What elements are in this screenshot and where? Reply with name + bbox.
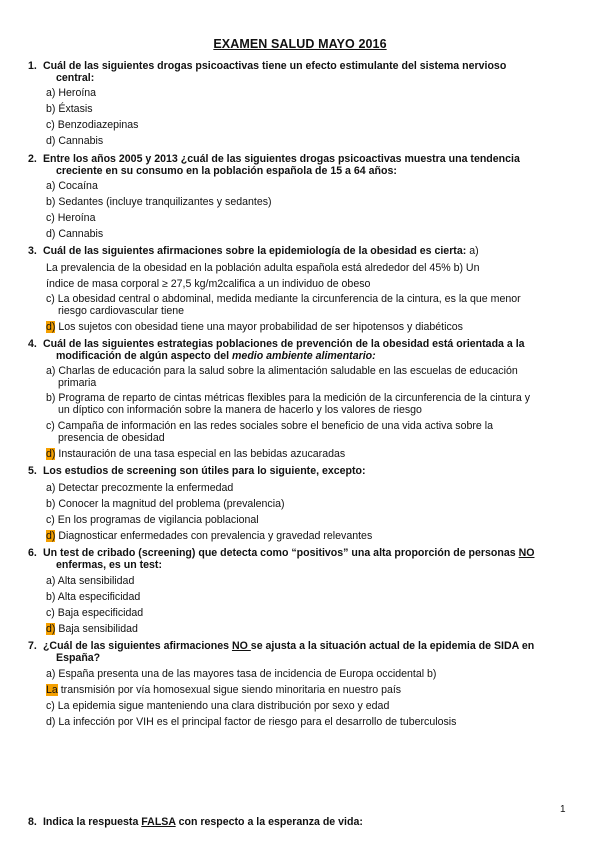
underlined-falsa: FALSA	[141, 816, 176, 828]
q2-option-c: c) Heroína	[46, 212, 96, 224]
q4-option-b: b) Programa de reparto de cintas métricas flexibles para la medición de la circunferencia de la cintura y un díptico con información sobre la manera de hacerlo y los valores de riesgo	[46, 392, 531, 416]
q1-option-c: c) Benzodiazepinas	[46, 119, 139, 131]
question-number: 1.	[28, 60, 37, 72]
q2-option-b: b) Sedantes (incluye tranquilizantes y sedantes)	[46, 196, 272, 208]
q6-option-c: c) Baja especificidad	[46, 607, 144, 619]
q3-option-a-line: La prevalencia de la obesidad en la población adulta española está alrededor del 45% b) Un	[46, 262, 480, 274]
question-text: Los estudios de screening son útiles para lo siguiente, excepto:	[42, 465, 366, 477]
page-title: EXAMEN SALUD MAYO 2016	[213, 37, 387, 51]
q7-option-d: d) La infección por VIH es el principal factor de riesgo para el desarrollo de tuberculosis	[46, 716, 457, 728]
question-text-continued: creciente en su consumo en la población española de 15 a 64 años:	[56, 164, 397, 177]
question-text-continued: central:	[56, 71, 95, 84]
q4-option-d: d) Instauración de una tasa especial en las bebidas azucaradas	[46, 448, 346, 460]
q3-option-c: c) La obesidad central o abdominal, medida mediante la circunferencia de la cintura, es la que menor riesgo cardiovascular tiene	[46, 293, 521, 317]
question-text-continued: enfermas, es un test:	[56, 558, 162, 571]
answer-highlight: d)	[46, 530, 56, 542]
question-number: 5.	[28, 465, 37, 477]
q2-option-a: a) Cocaína	[46, 180, 98, 192]
question-text: Cuál de las siguientes estrategias poblaciones de prevención de la obesidad está orientada a la	[42, 338, 525, 350]
question-text-continued: modificación de algún aspecto del medio ambiente alimentario:	[56, 349, 376, 362]
question-text: Un test de cribado (screening) que detecta como “positivos” una alta proporción de personas	[42, 547, 519, 559]
underlined-no: NO	[231, 640, 251, 652]
question-3	[28, 246, 563, 258]
question-text-continued: España?	[56, 651, 101, 664]
q7-option-a: a) España presenta una de las mayores tasa de incidencia de Europa occidental b)	[46, 668, 437, 680]
page-number: 1	[560, 804, 566, 815]
answer-highlight: La	[46, 684, 58, 696]
question-2	[28, 154, 563, 177]
question-1	[28, 61, 563, 84]
q3-option-b-line: índice de masa corporal ≥ 27,5 kg/m2califica a un individuo de obeso	[46, 278, 371, 290]
question-number: 6.	[28, 547, 37, 559]
question-text: Entre los años 2005 y 2013 ¿cuál de las siguientes drogas psicoactivas muestra una tendencia	[42, 153, 520, 165]
question-number: 8.	[28, 816, 37, 828]
q6-option-a: a) Alta sensibilidad	[46, 575, 135, 587]
q6-option-d: d) Baja sensibilidad	[46, 623, 138, 635]
question-7: 7. ¿Cuál de las siguientes afirmaciones NO se ajusta a la situación actual de la epidemia de SIDA en España?	[28, 641, 563, 664]
question-text: Cuál de las siguientes afirmaciones sobre la epidemiología de la obesidad es cierta:	[42, 245, 467, 257]
question-number: 2.	[28, 153, 37, 165]
q7-option-b: La transmisión por vía homosexual sigue siendo minoritaria en nuestro país	[46, 684, 402, 696]
q5-option-a: a) Detectar precozmente la enfermedad	[46, 482, 234, 494]
answer-highlight: d)	[46, 448, 56, 460]
question-number: 3.	[28, 245, 37, 257]
question-text-tail: a)	[466, 245, 479, 257]
question-text: Cuál de las siguientes drogas psicoactivas tiene un efecto estimulante del sistema nervioso	[42, 60, 507, 72]
q3-option-d: d) Los sujetos con obesidad tiene una mayor probabilidad de ser hipotensos y diabéticos	[46, 321, 463, 333]
q1-option-a: a) Heroína	[46, 87, 97, 99]
q5-option-b: b) Conocer la magnitud del problema (prevalencia)	[46, 498, 285, 510]
q5-option-d: d) Diagnosticar enfermedades con prevalencia y gravedad relevantes	[46, 530, 373, 542]
answer-highlight: d)	[46, 321, 56, 333]
q1-option-d: d) Cannabis	[46, 135, 104, 147]
q4-option-c: c) Campaña de información en las redes sociales sobre el beneficio de una vida activa sobre la presencia de obesidad	[46, 420, 493, 444]
underlined-no: NO	[518, 547, 535, 559]
q5-option-c: c) En los programas de vigilancia poblacional	[46, 514, 259, 526]
question-6	[28, 548, 563, 571]
question-5	[28, 466, 563, 478]
question-number: 7.	[28, 640, 37, 652]
q6-option-b: b) Alta especificidad	[46, 591, 141, 603]
answer-highlight: d)	[46, 623, 56, 635]
q1-option-b: b) Éxtasis	[46, 103, 93, 115]
question-number: 4.	[28, 338, 37, 350]
question-4	[28, 339, 563, 362]
q2-option-d: d) Cannabis	[46, 228, 104, 240]
q7-option-c: c) La epidemia sigue manteniendo una clara distribución por sexo y edad	[46, 700, 390, 712]
question-8: 8. Indica la respuesta FALSA con respecto a la esperanza de vida:	[28, 816, 363, 828]
q4-option-a: a) Charlas de educación para la salud sobre la alimentación saludable en las escuelas de educación primaria	[46, 365, 518, 389]
